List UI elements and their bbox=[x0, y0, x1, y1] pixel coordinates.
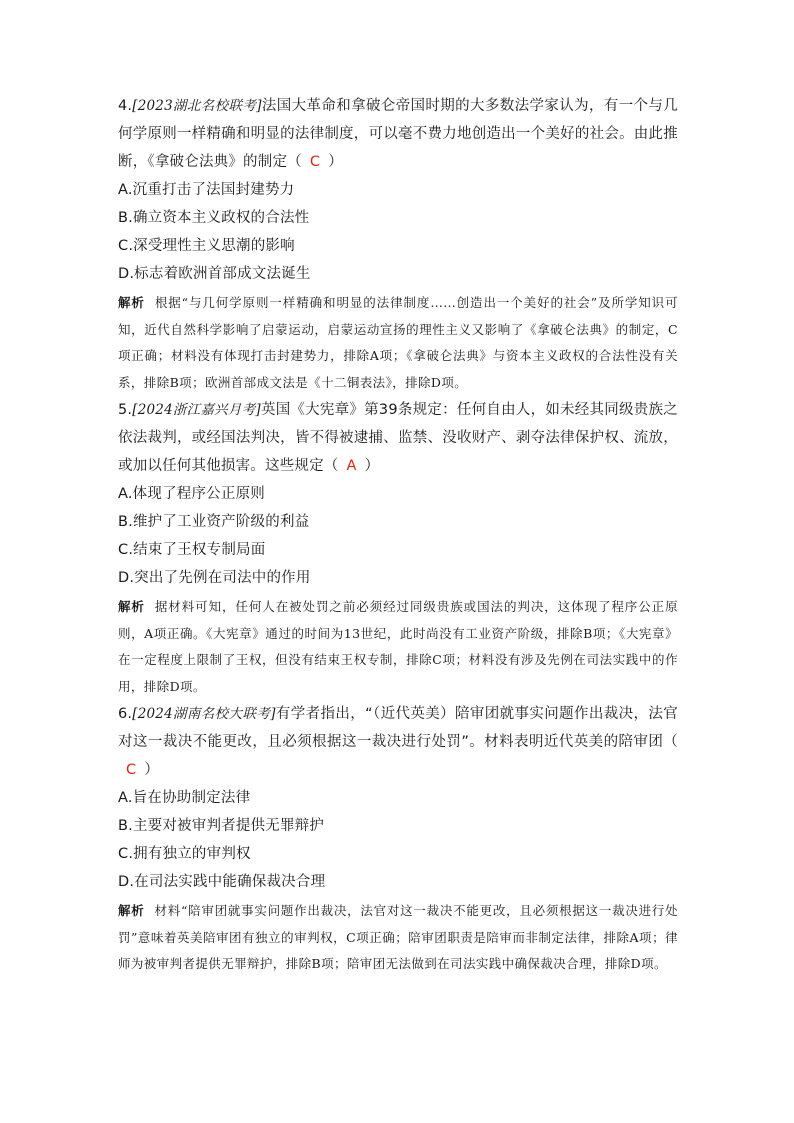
question-stem bbox=[118, 700, 678, 784]
answer-letter: C bbox=[126, 762, 137, 778]
question-number: 6. bbox=[118, 706, 133, 722]
option-d: D.在司法实践中能确保裁决合理 bbox=[118, 874, 326, 890]
option-b: B.维护了工业资产阶级的利益 bbox=[118, 514, 310, 530]
option-a: A.体现了程序公正原则 bbox=[118, 486, 265, 502]
question-stem bbox=[118, 396, 678, 480]
analysis-text: 据材料可知，任何人在被处罚之前必须经过同级贵族或国法的判决，这体现了程序公正原则，A项正确。《大宪章》通过的时间为13世纪，此时尚没有工业资产阶级，排除B项；《大宪章》在一定程度上限制了王权，但没有结束王权专制，排除C项；材料没有涉及先例在司法实践中的作用，排除D项。 bbox=[118, 599, 678, 694]
analysis-text: 根据“与几何学原则一样精确和明显的法律制度……创造出一个美好的社会”及所学知识可知，近代自然科学影响了启蒙运动，启蒙运动宣扬的理性主义又影响了《拿破仑法典》的制定，C项正确；材料没有体现打击封建势力，排除A项；《拿破仑法典》与资本主义政权的合法性没有关系，排除B项；欧洲首部成文法是《十二铜表法》，排除D项。 bbox=[118, 295, 678, 390]
question-4 bbox=[118, 92, 678, 396]
question-text: 英国《大宪章》第39条规定：任何自由人，如未经其同级贵族之依法裁判，或经国法判决，皆不得被逮捕、监禁、没收财产、剥夺法律保护权、流放，或加以任何其他损害。这些规定（ bbox=[118, 402, 679, 474]
option-a: A.沉重打击了法国封建势力 bbox=[118, 182, 295, 198]
question-stem bbox=[118, 92, 678, 176]
answer-letter: C bbox=[309, 154, 321, 170]
answer-letter: A bbox=[346, 458, 357, 474]
question-text-end: ） bbox=[328, 154, 343, 170]
analysis-label: 解析 bbox=[118, 599, 145, 614]
analysis bbox=[118, 290, 678, 396]
question-text-end: ） bbox=[144, 762, 160, 778]
analysis-label: 解析 bbox=[118, 295, 145, 310]
option-d: D.标志着欧洲首部成文法诞生 bbox=[118, 266, 311, 282]
analysis bbox=[118, 898, 678, 978]
question-text: 有学者指出，“（近代英美）陪审团就事实问题作出裁决，法官对这一裁决不能更改，且必须根据这一裁决进行处罚”。材料表明近代英美的陪审团（ bbox=[118, 706, 679, 750]
option-c: C.深受理性主义思潮的影响 bbox=[118, 238, 295, 254]
question-5 bbox=[118, 396, 678, 700]
question-number: 5. bbox=[118, 402, 133, 418]
analysis-text: 材料“陪审团就事实问题作出裁决，法官对这一裁决不能更改，且必须根据这一裁决进行处罚”意味着英美陪审团有独立的审判权，C项正确；陪审团职责是陪审而非制定法律，排除A项；律师为被审判者提供无罪辩护，排除B项；陪审团无法做到在司法实践中确保裁决合理，排除D项。 bbox=[118, 903, 678, 971]
analysis-label: 解析 bbox=[118, 903, 145, 918]
question-source: [2024浙江嘉兴月考] bbox=[132, 402, 261, 418]
option-b: B.主要对被审判者提供无罪辩护 bbox=[118, 818, 325, 834]
question-source: [2024湖南名校大联考] bbox=[132, 706, 276, 722]
option-d: D.突出了先例在司法中的作用 bbox=[118, 570, 311, 586]
question-number: 4. bbox=[118, 98, 133, 114]
option-b: B.确立资本主义政权的合法性 bbox=[118, 210, 310, 226]
question-source: [2023湖北名校联考] bbox=[132, 98, 262, 114]
analysis bbox=[118, 594, 678, 700]
document-page bbox=[118, 92, 678, 978]
question-text-end: ） bbox=[364, 458, 380, 474]
question-text: 法国大革命和拿破仑帝国时期的大多数法学家认为，有一个与几何学原则一样精确和明显的法律制度，可以毫不费力地创造出一个美好的社会。由此推断，《拿破仑法典》的制定（ bbox=[118, 98, 678, 170]
option-c: C.结束了王权专制局面 bbox=[118, 542, 266, 558]
option-c: C.拥有独立的审判权 bbox=[118, 846, 251, 862]
question-6 bbox=[118, 700, 678, 978]
option-a: A.旨在协助制定法律 bbox=[118, 790, 251, 806]
